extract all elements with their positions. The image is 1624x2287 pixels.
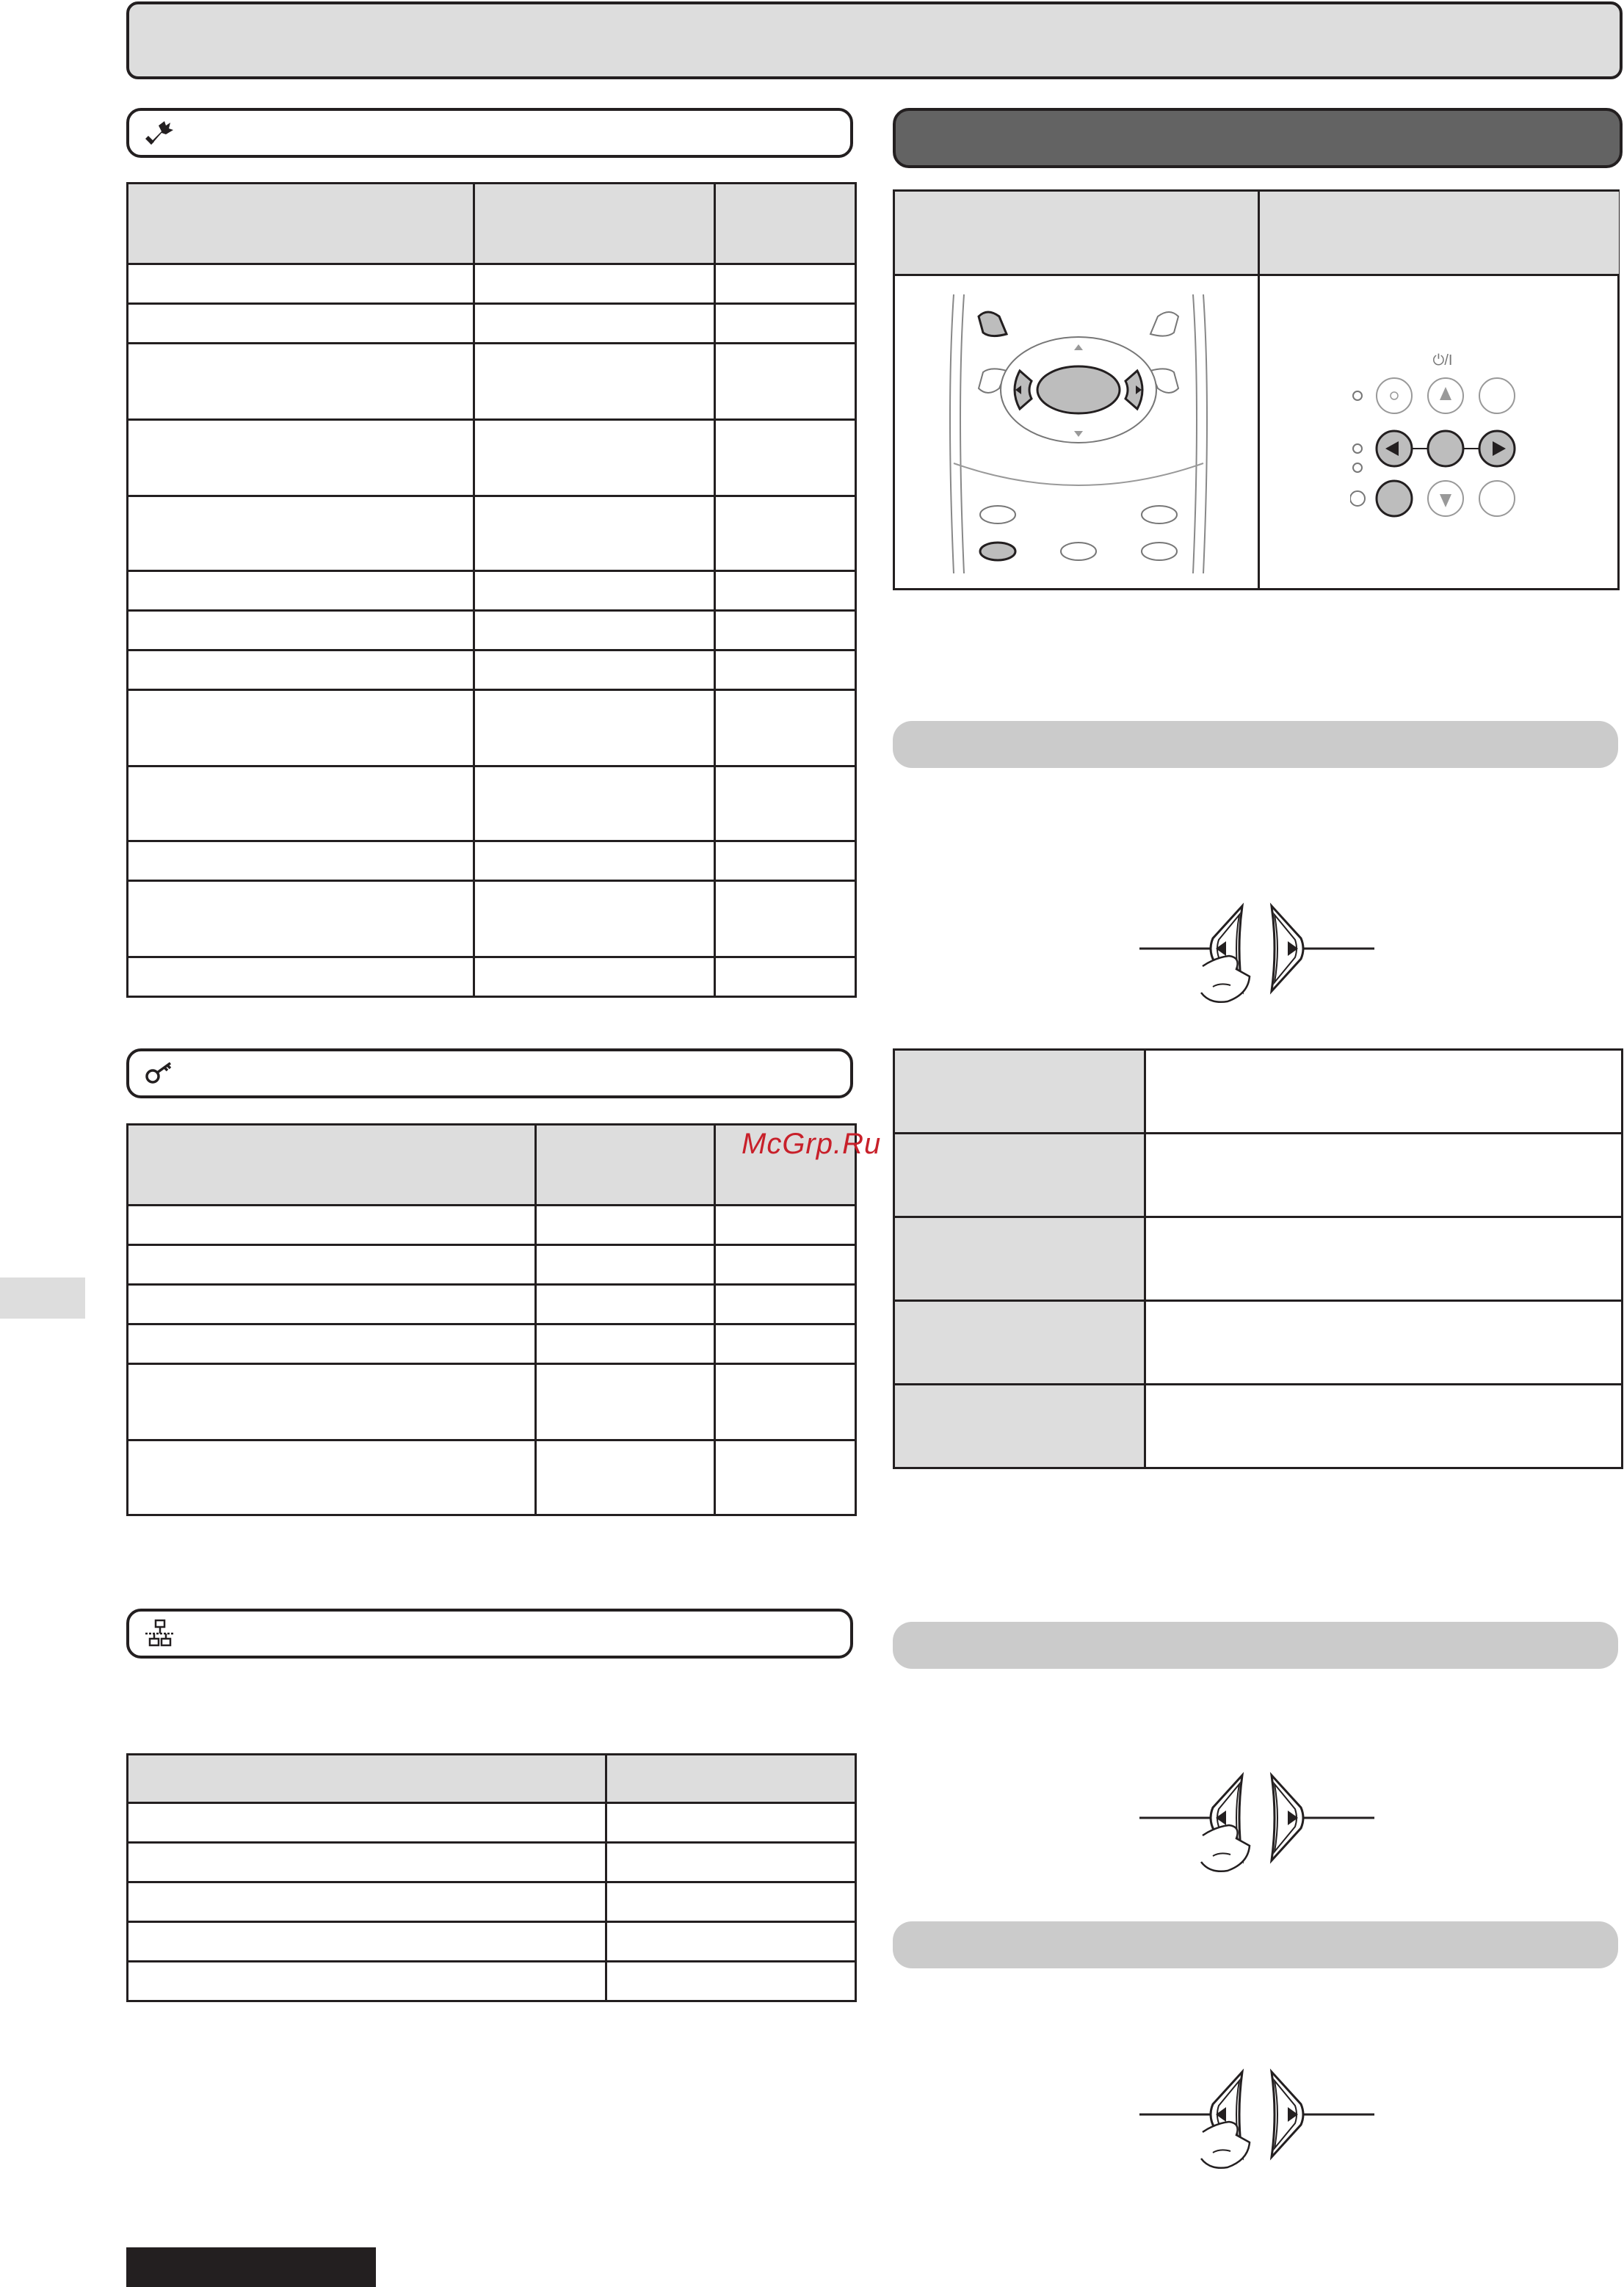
left-right-buttons-illustration	[1139, 899, 1374, 1006]
subsection-bar-2	[893, 1622, 1618, 1669]
power-label: ⏻/I	[1432, 352, 1453, 369]
table-row	[128, 1803, 856, 1843]
table-row	[128, 650, 856, 690]
table-row	[128, 571, 856, 611]
table-row	[128, 1364, 856, 1440]
table-row	[128, 1843, 856, 1882]
table-row	[128, 766, 856, 841]
left-right-buttons-illustration	[1139, 2067, 1374, 2175]
side-section-tab	[0, 1277, 85, 1319]
table-row	[128, 264, 856, 304]
table-header-row	[128, 1755, 856, 1803]
table-row	[128, 611, 856, 650]
table-row	[894, 1134, 1623, 1217]
section-header-operation	[893, 108, 1623, 168]
table-row	[128, 841, 856, 881]
page-title-bar	[126, 1, 1623, 79]
section-header-network	[126, 1609, 853, 1659]
key-icon	[144, 1059, 176, 1088]
table-row	[894, 1385, 1623, 1468]
section-header-setup	[126, 108, 853, 158]
table-row	[128, 496, 856, 571]
subsection-bar-3	[893, 1921, 1618, 1968]
operation-table	[893, 1048, 1623, 1469]
page-footer-tab	[126, 2247, 376, 2287]
table-row	[128, 1440, 856, 1515]
table-row	[128, 1962, 856, 2001]
main-unit-buttons-illustration	[1350, 338, 1541, 529]
table-row	[128, 1882, 856, 1922]
table-row	[128, 1245, 856, 1285]
table-row	[128, 1922, 856, 1962]
watermark: McGrp.Ru	[742, 1128, 882, 1160]
section-header-security	[126, 1048, 853, 1098]
table-row	[128, 344, 856, 420]
table-row	[128, 420, 856, 496]
panel-column-divider	[1258, 192, 1260, 588]
table-row	[894, 1301, 1623, 1385]
setup-table	[126, 182, 857, 998]
table-header-row	[128, 184, 856, 264]
table-row	[128, 690, 856, 766]
security-table	[126, 1123, 857, 1516]
panel-header-divider	[895, 274, 1619, 276]
controls-panel	[893, 189, 1620, 590]
table-row	[128, 1206, 856, 1245]
left-right-buttons-illustration	[1139, 1769, 1374, 1877]
remote-control-illustration	[939, 294, 1218, 573]
wrench-icon	[144, 118, 176, 148]
table-row	[894, 1050, 1623, 1134]
subsection-bar-1	[893, 721, 1618, 768]
table-row	[128, 1324, 856, 1364]
table-row	[128, 304, 856, 344]
table-row	[128, 881, 856, 957]
table-row	[128, 957, 856, 997]
network-table	[126, 1753, 857, 2002]
table-row	[894, 1217, 1623, 1301]
table-row	[128, 1285, 856, 1324]
panel-header	[895, 192, 1619, 275]
network-icon	[144, 1619, 176, 1648]
